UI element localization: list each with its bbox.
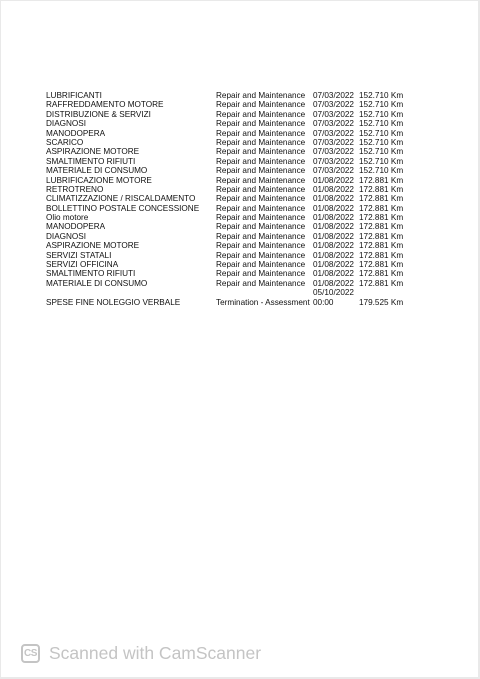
item-cell: ASPIRAZIONE MOTORE: [46, 241, 140, 251]
date-cell: 07/03/2022: [313, 109, 354, 119]
date-cell: 01/08/2022: [313, 250, 354, 260]
type-cell: Repair and Maintenance: [216, 184, 306, 194]
item-cell: DIAGNOSI: [46, 231, 87, 241]
km-cell: 172.881 Km: [359, 184, 404, 194]
item-cell: SMALTIMENTO RIFIUTI: [46, 156, 136, 166]
item-cell: SERVIZI STATALI: [46, 250, 112, 260]
type-cell: Repair and Maintenance: [216, 213, 306, 223]
item-cell: SMALTIMENTO RIFIUTI: [46, 269, 136, 279]
date-cell: 01/08/2022: [313, 269, 354, 279]
camscanner-watermark: [21, 641, 261, 665]
type-cell: Repair and Maintenance: [216, 156, 306, 166]
item-cell: MATERIALE DI CONSUMO: [46, 166, 148, 176]
item-cell: MANODOPERA: [46, 222, 106, 232]
item-cell: MANODOPERA: [46, 128, 106, 138]
date-cell: [313, 288, 354, 307]
km-cell: 152.710 Km: [359, 166, 404, 176]
date-cell: 01/08/2022: [313, 241, 354, 251]
km-cell: 179.525 Km: [359, 297, 404, 307]
type-cell: Termination - Assessment: [216, 297, 310, 307]
km-cell: 172.881 Km: [359, 175, 404, 185]
type-cell: Repair and Maintenance: [216, 278, 306, 288]
date-cell: 07/03/2022: [313, 91, 354, 100]
km-cell: 152.710 Km: [359, 156, 404, 166]
date-cell: 01/08/2022: [313, 278, 354, 288]
date-cell: 01/08/2022: [313, 175, 354, 185]
date-cell: 01/08/2022: [313, 222, 354, 232]
km-cell: 152.710 Km: [359, 91, 404, 100]
type-cell: Repair and Maintenance: [216, 137, 306, 147]
item-cell: MATERIALE DI CONSUMO: [46, 278, 148, 288]
item-cell: RAFFREDDAMENTO MOTORE: [46, 100, 164, 110]
type-cell: Repair and Maintenance: [216, 250, 306, 260]
km-cell: 172.881 Km: [359, 241, 404, 251]
camscanner-logo-icon: [21, 644, 40, 663]
km-cell: 172.881 Km: [359, 269, 404, 279]
km-cell: 172.881 Km: [359, 278, 404, 288]
type-cell: Repair and Maintenance: [216, 203, 306, 213]
km-cell: 172.881 Km: [359, 194, 404, 204]
km-cell: 152.710 Km: [359, 100, 404, 110]
km-cell: 172.881 Km: [359, 213, 404, 223]
item-cell: DIAGNOSI: [46, 119, 87, 129]
km-cell: 152.710 Km: [359, 147, 404, 157]
type-cell: Repair and Maintenance: [216, 269, 306, 279]
date-cell: 07/03/2022: [313, 128, 354, 138]
date-cell: 01/08/2022: [313, 260, 354, 270]
km-cell: 172.881 Km: [359, 250, 404, 260]
type-cell: Repair and Maintenance: [216, 128, 306, 138]
time-line: 00:00: [313, 297, 334, 307]
date-cell: 07/03/2022: [313, 166, 354, 176]
type-cell: Repair and Maintenance: [216, 166, 306, 176]
item-cell: CLIMATIZZAZIONE / RISCALDAMENTO: [46, 194, 196, 204]
item-cell: BOLLETTINO POSTALE CONCESSIONE: [46, 203, 200, 213]
date-cell: 01/08/2022: [313, 194, 354, 204]
type-cell: Repair and Maintenance: [216, 147, 306, 157]
date-cell: 07/03/2022: [313, 156, 354, 166]
item-cell: Olio motore: [46, 213, 89, 223]
date-line: 05/10/2022: [313, 288, 354, 298]
date-cell: 01/08/2022: [313, 213, 354, 223]
type-cell: Repair and Maintenance: [216, 194, 306, 204]
km-cell: 152.710 Km: [359, 128, 404, 138]
item-cell: LUBRIFICANTI: [46, 91, 102, 100]
type-cell: Repair and Maintenance: [216, 109, 306, 119]
km-cell: 172.881 Km: [359, 231, 404, 241]
date-cell: 07/03/2022: [313, 100, 354, 110]
date-cell: 01/08/2022: [313, 231, 354, 241]
km-cell: 152.710 Km: [359, 119, 404, 129]
item-cell: SPESE FINE NOLEGGIO VERBALE: [46, 297, 181, 307]
km-cell: 172.881 Km: [359, 260, 404, 270]
item-cell: SERVIZI OFFICINA: [46, 260, 119, 270]
type-cell: Repair and Maintenance: [216, 260, 306, 270]
type-cell: Repair and Maintenance: [216, 222, 306, 232]
date-cell: 01/08/2022: [313, 184, 354, 194]
item-cell: ASPIRAZIONE MOTORE: [46, 147, 140, 157]
type-cell: Repair and Maintenance: [216, 175, 306, 185]
date-cell: 07/03/2022: [313, 147, 354, 157]
item-cell: DISTRIBUZIONE & SERVIZI: [46, 109, 151, 119]
date-cell: 07/03/2022: [313, 119, 354, 129]
item-cell: LUBRIFICAZIONE MOTORE: [46, 175, 152, 185]
km-cell: 152.710 Km: [359, 109, 404, 119]
date-cell: 07/03/2022: [313, 137, 354, 147]
km-cell: 172.881 Km: [359, 222, 404, 232]
type-cell: Repair and Maintenance: [216, 100, 306, 110]
item-cell: SCARICO: [46, 137, 84, 147]
date-cell: 01/08/2022: [313, 203, 354, 213]
type-cell: Repair and Maintenance: [216, 119, 306, 129]
item-cell: RETROTRENO: [46, 184, 104, 194]
type-cell: Repair and Maintenance: [216, 241, 306, 251]
type-cell: Repair and Maintenance: [216, 91, 306, 100]
camscanner-logo-text: CS: [24, 647, 37, 659]
document-page: [1, 1, 478, 677]
km-cell: 172.881 Km: [359, 203, 404, 213]
type-cell: Repair and Maintenance: [216, 231, 306, 241]
camscanner-text: Scanned with CamScanner: [49, 642, 262, 663]
km-cell: 152.710 Km: [359, 137, 404, 147]
